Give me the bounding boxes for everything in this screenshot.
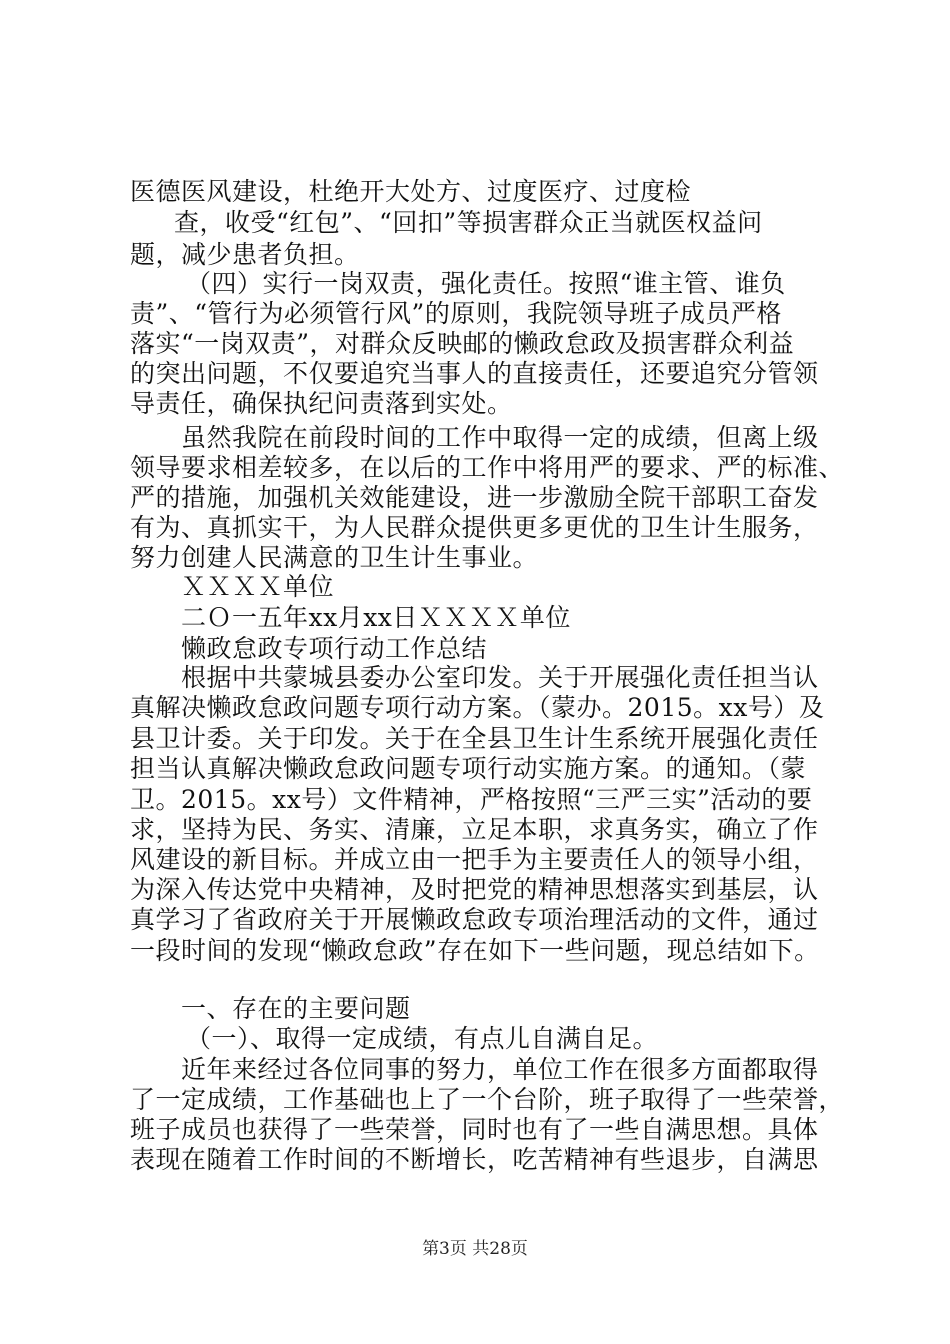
signature-unit: ＸＸＸＸ单位 <box>181 572 335 601</box>
text-line: 领导要求相差较多，在以后的工作中将用严的要求、严的标准、 <box>130 453 845 482</box>
signature-date: 二Ｏ一五年xx月xx日ＸＸＸＸ单位 <box>181 603 571 632</box>
text-line: 导责任，确保执纪问责落到实处。 <box>130 389 513 418</box>
text-line: 医德医风建设，杜绝开大处方、过度医疗、过度检 <box>130 177 692 206</box>
text-line: 求，坚持为民、务实、清廉，立足本职，求真务实，确立了作 <box>130 815 819 844</box>
text-line: 卫。2015。xx号）文件精神，严格按照“三严三实”活动的要 <box>130 785 813 814</box>
text-line: （四）实行一岗双责，强化责任。按照“谁主管、谁负 <box>186 269 786 298</box>
text-line: 一段时间的发现“懒政怠政”存在如下一些问题，现总结如下。 <box>130 936 820 965</box>
subsection-heading: （一）、取得一定成绩，有点儿自满自足。 <box>186 1024 659 1053</box>
text-line: 真学习了省政府关于开展懒政怠政专项治理活动的文件，通过 <box>130 905 819 934</box>
text-line: 努力创建人民满意的卫生计生事业。 <box>130 543 539 572</box>
text-line: 责”、“管行为必须管行风”的原则，我院领导班子成员严格 <box>130 299 782 328</box>
page-number: 第3页 共28页 <box>422 1239 528 1259</box>
text-line: 表现在随着工作时间的不断增长，吃苦精神有些退步，自满思 <box>130 1145 819 1174</box>
text-line: 近年来经过各位同事的努力，单位工作在很多方面都取得 <box>181 1055 819 1084</box>
text-line: 班子成员也获得了一些荣誉，同时也有了一些自满思想。具体 <box>130 1115 819 1144</box>
text-line: 根据中共蒙城县委办公室印发。关于开展强化责任担当认 <box>181 663 819 692</box>
text-line: 落实“一岗双责”，对群众反映邮的懒政怠政及损害群众利益 <box>130 329 795 358</box>
text-line: 查，收受“红包”、“回扣”等损害群众正当就医权益问 <box>174 208 763 237</box>
text-line: 了一定成绩，工作基础也上了一个台阶，班子取得了一些荣誉， <box>130 1085 845 1114</box>
text-line: 虽然我院在前段时间的工作中取得一定的成绩，但离上级 <box>181 423 819 452</box>
text-line: 真解决懒政怠政问题专项行动方案。（蒙办。2015。xx号）及 <box>130 693 825 722</box>
section-title: 懒政怠政专项行动工作总结 <box>181 634 488 663</box>
text-line: 的突出问题，不仅要追究当事人的直接责任，还要追究分管领 <box>130 359 819 388</box>
section-heading: 一、存在的主要问题 <box>181 994 411 1023</box>
text-line: 县卫计委。关于印发。关于在全县卫生计生系统开展强化责任 <box>130 724 819 753</box>
text-line: 题，减少患者负担。 <box>130 240 360 269</box>
text-line: 为深入传达党中央精神，及时把党的精神思想落实到基层，认 <box>130 875 819 904</box>
text-line: 严的措施，加强机关效能建设，进一步激励全院干部职工奋发 <box>130 483 819 512</box>
text-line: 担当认真解决懒政怠政问题专项行动实施方案。的通知。（蒙 <box>130 754 807 783</box>
text-line: 风建设的新目标。并成立由一把手为主要责任人的领导小组， <box>130 845 819 874</box>
text-line: 有为、真抓实干，为人民群众提供更多更优的卫生计生服务， <box>130 513 819 542</box>
